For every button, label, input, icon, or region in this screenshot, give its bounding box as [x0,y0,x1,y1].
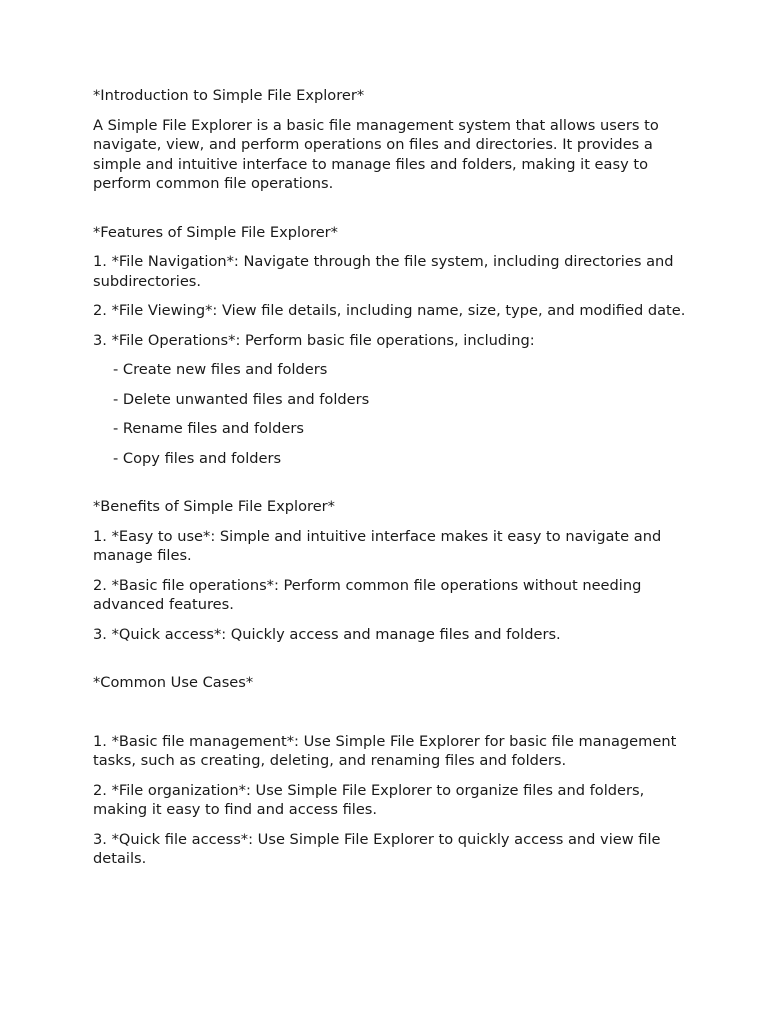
feature-sub-item: - Create new files and folders [113,361,328,378]
use-case-item: 1. *Basic file management*: Use Simple File Explorer for basic file management tasks, such as creating, deleting, and renaming files and folders. [93,732,677,769]
benefit-item: 3. *Quick access*: Quickly access and manage files and folders. [93,625,561,643]
use-cases-heading: *Common Use Cases* [93,674,254,691]
feature-item: 3. *File Operations*: Perform basic file operations, including: [93,331,535,349]
features-heading: *Features of Simple File Explorer* [93,223,338,241]
feature-sub-item: - Copy files and folders [113,449,282,467]
feature-sub-item: - Rename files and folders [113,420,304,437]
feature-item: 2. *File Viewing*: View file details, including name, size, type, and modified date. [93,302,686,319]
intro-paragraph: A Simple File Explorer is a basic file management system that allows users to navigate, view, and perform operations on files and directories. It provides a simple and intuitive interface to manage files and folders, making it easy to perform common file operations. [93,116,659,192]
use-case-item: 3. *Quick file access*: Use Simple File Explorer to quickly access and view file details. [93,830,661,867]
benefit-item: 1. *Easy to use*: Simple and intuitive interface makes it easy to navigate and manage files. [93,527,662,564]
feature-item: 1. *File Navigation*: Navigate through the file system, including directories and subdirectories. [93,253,674,290]
benefit-item: 2. *Basic file operations*: Perform common file operations without needing advanced features. [93,576,642,613]
feature-sub-item: - Delete unwanted files and folders [113,390,370,408]
document-page [93,86,693,879]
benefits-heading: *Benefits of Simple File Explorer* [93,498,335,515]
use-case-item: 2. *File organization*: Use Simple File Explorer to organize files and folders, making it easy to find and access files. [93,781,645,818]
intro-heading: *Introduction to Simple File Explorer* [93,87,365,104]
